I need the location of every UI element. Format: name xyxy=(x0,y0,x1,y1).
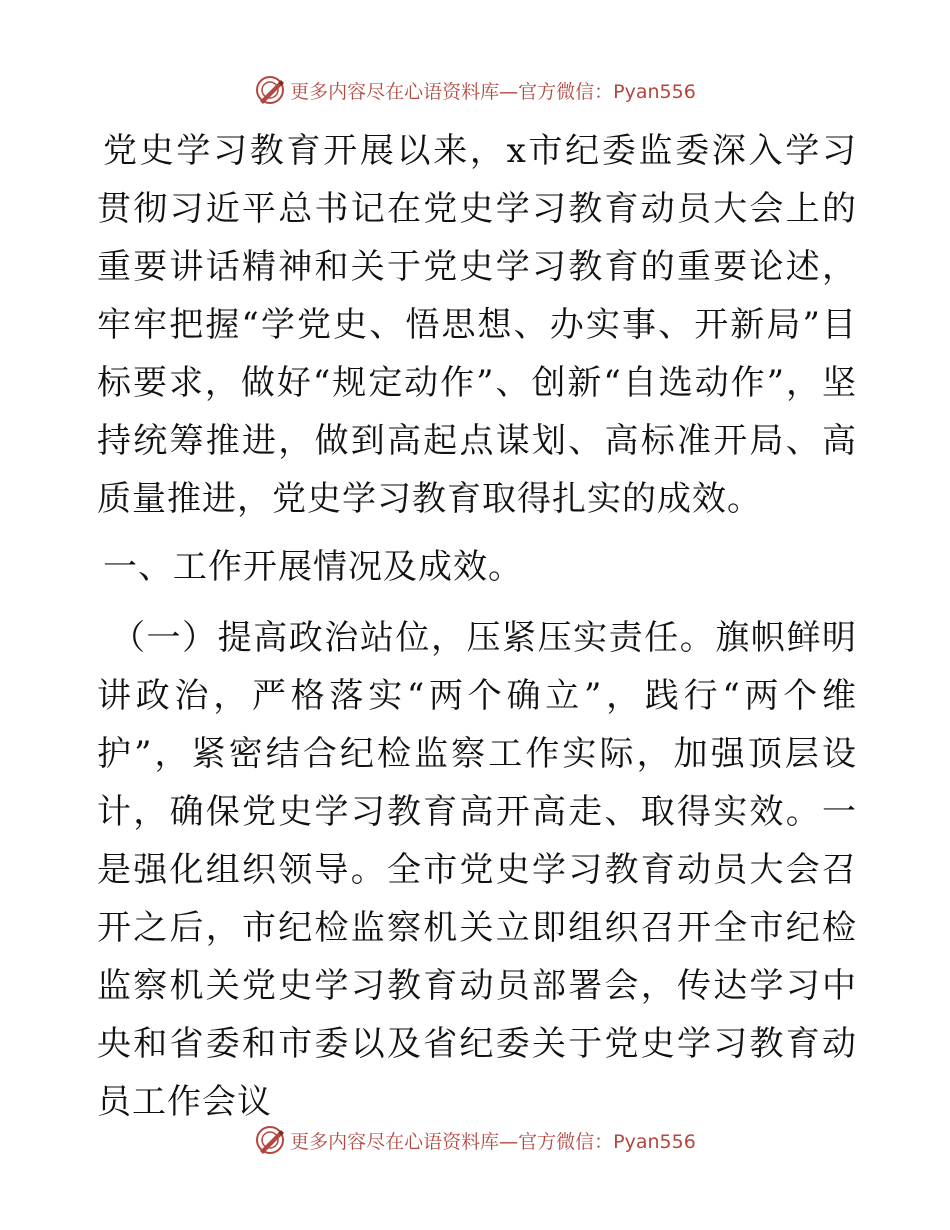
pen-seal-icon xyxy=(254,74,286,106)
watermark-text-bottom: 更多内容尽在心语资料库—官方微信：Pyan556 xyxy=(290,1130,696,1153)
paragraph-intro: 党史学习教育开展以来，x市纪委监委深入学习贯彻习近平总书记在党史学习教育动员大会上的重要讲话精神和关于党史学习教育的重要论述，牢牢把握“学党史、悟思想、办实事、开新局”目标要求，做好“规定动作”、创新“自选动作”，坚持统筹推进，做到高起点谋划、高标准开局、高质量推进，党史学习教育取得扎实的成效。 xyxy=(97,131,857,519)
watermark-text-top: 更多内容尽在心语资料库—官方微信：Pyan556 xyxy=(290,80,696,103)
paragraph-subsection-1: （一）提高政治站位，压紧压实责任。旗帜鲜明讲政治，严格落实“两个确立”，践行“两个维护”，紧密结合纪检监察工作实际，加强顶层设计，确保党史学习教育高开高走、取得实效。一是强化组织领导。全市党史学习教育动员大会召开之后，市纪检监察机关立即组织召开全市纪检监察机关党史学习教育动员部署会，传达学习中央和省委和市委以及省纪委关于党史学习教育动员工作会议 xyxy=(97,618,857,1122)
section-heading: 一、工作开展情况及成效。 xyxy=(103,547,523,587)
watermark-banner-bottom xyxy=(0,1118,950,1162)
document-body xyxy=(97,122,857,1131)
watermark-banner-top xyxy=(0,68,950,112)
pen-seal-icon xyxy=(254,1124,286,1156)
